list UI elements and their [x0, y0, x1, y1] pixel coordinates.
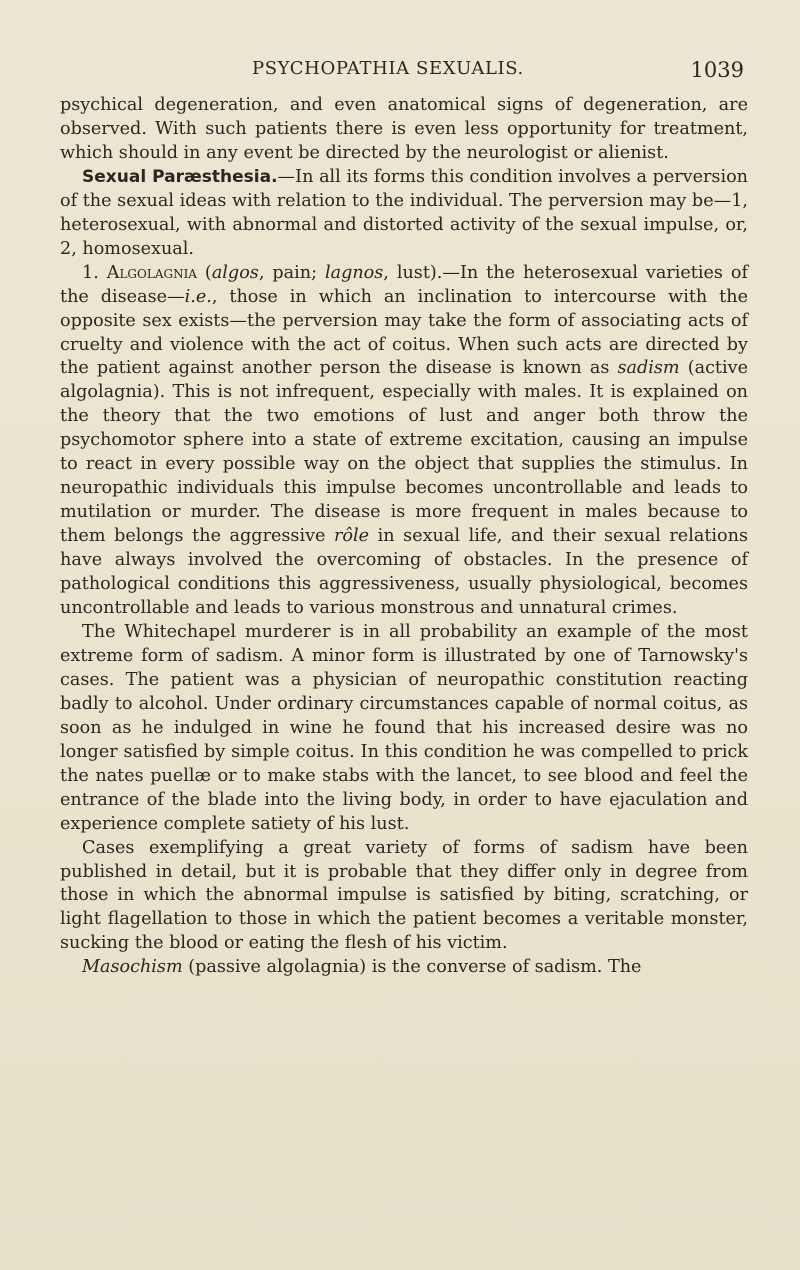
- page-header: [0, 58, 800, 88]
- paragraph-text: , those in which an inclination to intercourse with the opposite sex exists—the perversion may take the form of associating acts of cruelty and violence with the act of coitus. When such acts are directed by the patient against another person the disease is known as: [60, 286, 748, 379]
- paragraph-text: Cases exemplifying a great variety of forms of sadism have been published in detail, but it is probable that they differ only in degree from those in which the abnormal impulse is satisfied by biting, scratching, or light flagellation to those in which the patient becomes a veritable monster, sucking the blood or eating the flesh of his victim.: [60, 837, 748, 954]
- running-head: PSYCHOPATHIA SEXUALIS.: [252, 58, 524, 79]
- paragraph-text: (active algolagnia). This is not infrequent, especially with males. It is explained on the theory that the two emotions of lust and anger both throw the psychomotor sphere into a state of extreme excitation, causing an impulse to react in every possible way on the object that supplies the stimulus. In neuropathic individuals this impulse becomes uncontrollable and leads to mutilation or murder. The disease is more frequent in males because to them belongs the aggressive: [60, 358, 748, 547]
- paragraph-cases: [60, 837, 748, 957]
- term-algolagnia: Algolagnia: [106, 262, 197, 283]
- paragraph-text: , lust).—In the heterosexual varieties of the disease—: [60, 262, 748, 307]
- paragraph-text: —In all its forms this condition involves a perversion of the sexual ideas with relation to the individual. The perversion may be—1, heterosexual, with abnormal and distorted activity of the sexual impulse, or, 2, homosexual.: [60, 166, 749, 259]
- greek-word-algos: algos: [211, 262, 259, 283]
- paragraph-masochism: [60, 956, 748, 980]
- greek-word-lagnos: lagnos: [324, 262, 384, 283]
- term-sadism: sadism: [617, 358, 680, 379]
- paragraph-text: , pain;: [258, 262, 325, 283]
- paragraph-continuation: [60, 94, 748, 166]
- abbrev-ie: i.e.: [184, 286, 212, 307]
- term-masochism: Masochism: [82, 957, 183, 978]
- list-number: 1.: [82, 262, 107, 283]
- paragraph-whitechapel: [60, 621, 748, 837]
- paragraph-text: The Whitechapel murderer is in all probability an example of the most extreme form of sadism. A minor form is illustrated by one of Tarnowsky's cases. The patient was a physician of neuropathic constitution reacting badly to alcohol. Under ordinary circumstances capable of normal coitus, as soon as he indulged in wine he found that his increased desire was no longer satisfied by simple coitus. In this condition he was compelled to prick the nates puellæ or to make stabs with the lancet, to see blood and feel the entrance of the blade into the living body, in order to have ejaculation and experience complete satiety of his lust.: [60, 621, 748, 834]
- paragraph-algolagnia: [60, 262, 748, 621]
- section-heading-term: Sexual Paræsthesia.: [82, 166, 278, 187]
- paragraph-text: (passive algolagnia) is the converse of sadism. The: [182, 957, 642, 978]
- body-text: [60, 94, 748, 980]
- paragraph-sexual-paraesthesia: [60, 166, 748, 262]
- term-role: rôle: [334, 526, 370, 547]
- paren-open: (: [196, 262, 212, 283]
- paragraph-text: psychical degeneration, and even anatomical signs of degeneration, are observed. With such patients there is even less opportunity for treatment, which should in any event be directed by the neurologist or alienist.: [60, 95, 748, 163]
- page-number: 1039: [690, 58, 744, 82]
- paragraph-text: in sexual life, and their sexual relations have always involved the overcoming of obstacles. In the presence of pathological conditions this aggressiveness, usually physiological, becomes uncontrollable and leads to various monstrous and unnatural crimes.: [60, 526, 748, 619]
